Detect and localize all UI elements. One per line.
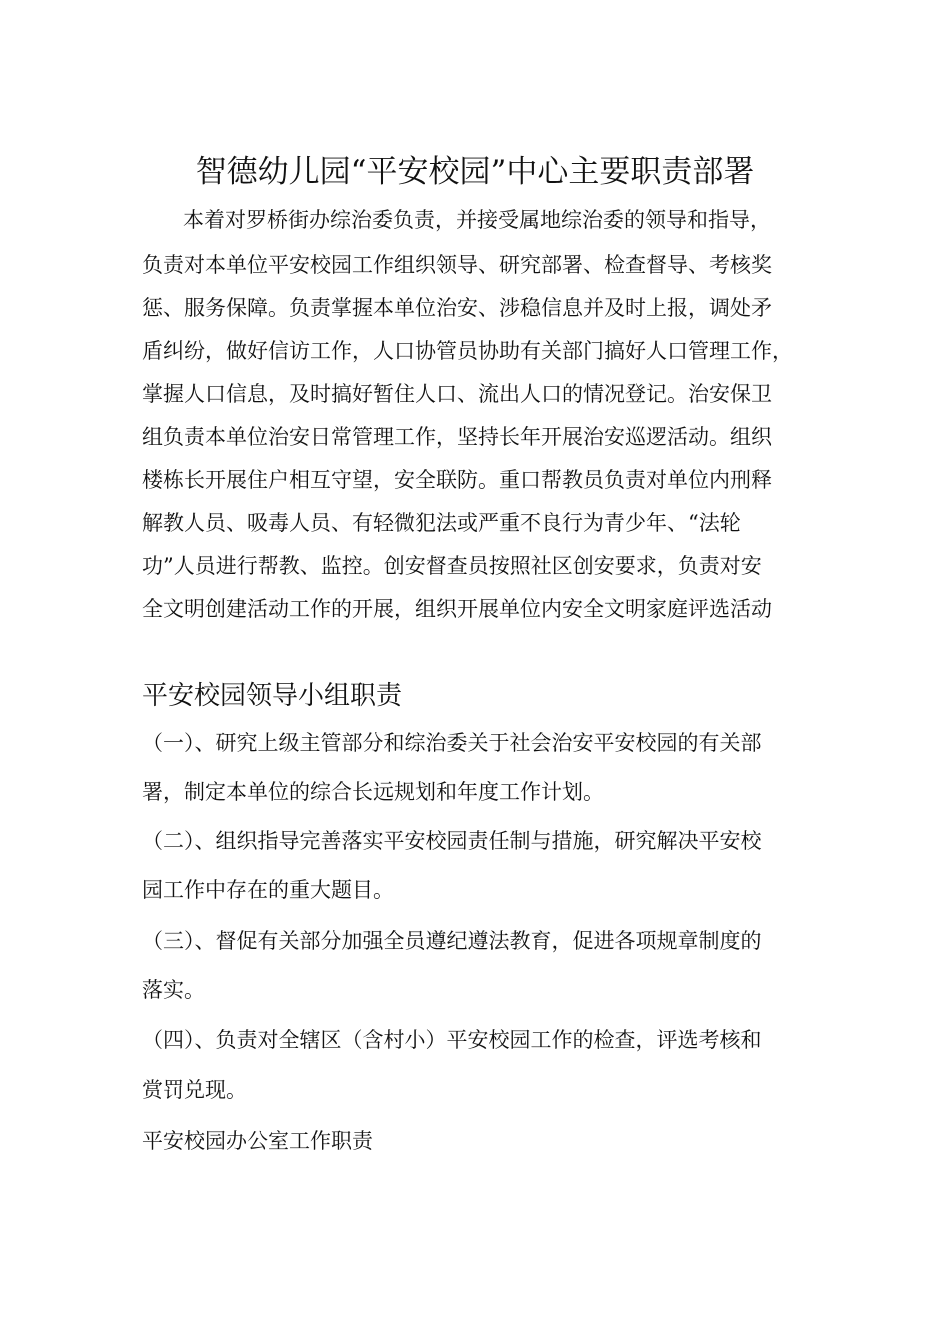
intro-line: 功”人员进行帮教、监控。创安督查员按照社区创安要求，负责对安 [142,554,762,578]
intro-line: 解教人员、吸毒人员、有轻微犯法或严重不良行为青少年、“法轮 [142,511,741,535]
section-heading-leadership: 平安校园领导小组职责 [142,681,403,711]
duty-line: （一）、研究上级主管部分和综治委关于社会治安平安校园的有关部 [142,731,762,755]
intro-line: 负责对本单位平安校园工作组织领导、研究部署、检查督导、考核奖 [142,253,772,277]
duty-line: 署，制定本单位的综合长远规划和年度工作计划。 [142,780,604,804]
intro-line: 本着对罗桥街办综治委负责，并接受属地综治委的领导和指导， [183,208,771,232]
intro-line: 楼栋长开展住户相互守望，安全联防。重口帮教员负责对单位内刑释 [142,468,772,492]
intro-line: 惩、服务保障。负责掌握本单位治安、涉稳信息并及时上报，调处矛 [142,296,772,320]
document-title: 智德幼儿园“平安校园”中心主要职责部署 [195,154,755,190]
intro-line: 掌握人口信息，及时搞好暂住人口、流出人口的情况登记。治安保卫 [142,382,772,406]
section-heading-office: 平安校园办公室工作职责 [142,1129,373,1153]
duty-line: 园工作中存在的重大题目。 [142,878,394,902]
duty-line: 落实。 [142,978,205,1002]
duty-line: （三）、督促有关部分加强全员遵纪遵法教育，促进各项规章制度的 [142,929,762,953]
duty-line: （四）、负责对全辖区（含村小）平安校园工作的检查，评选考核和 [142,1028,762,1052]
intro-line: 全文明创建活动工作的开展，组织开展单位内安全文明家庭评选活动 [142,597,772,621]
intro-line: 组负责本单位治安日常管理工作，坚持长年开展治安巡逻活动。组织 [142,425,772,449]
intro-line: 盾纠纷，做好信访工作，人口协管员协助有关部门搞好人口管理工作， [142,339,793,363]
duty-line: 赏罚兑现。 [142,1078,247,1102]
duty-line: （二）、组织指导完善落实平安校园责任制与措施，研究解决平安校 [142,829,762,853]
